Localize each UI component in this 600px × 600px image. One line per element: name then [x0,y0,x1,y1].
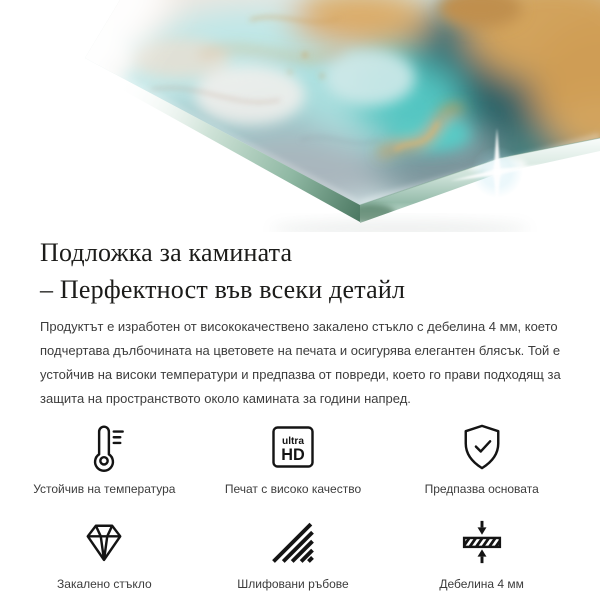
feature-tempered-glass [10,512,199,591]
feature-thickness [387,512,576,591]
feature-print-quality [199,417,388,496]
thickness-4mm-icon [456,512,508,568]
marble-print-surface [20,0,600,232]
page-title [40,234,600,308]
feature-polished-edges [199,512,388,591]
glass-panel-photo-illustration [0,0,600,232]
page-title-line2: – Перфектност във всеки детайл [40,275,406,304]
feature-grid [10,417,576,591]
product-description: Продуктът е изработен от висококачествено закалено стъкло с дебелина 4 мм, което подчертава дълбочината на цветовете на печата и осигурява елегантен блясък. Той е устойчив на високи температури и предпазва от повреди, което го прави подходящ за защита на пространството около камината за години напред. [40,319,561,406]
diamond-icon [78,512,130,568]
thermometer-icon [78,417,130,473]
glass-shadow [270,221,530,232]
feature-label: Дебелина 4 мм [439,577,524,591]
ultra-hd-badge-line1: ultra [281,435,304,447]
feature-label: Печат с високо качество [224,482,362,496]
feature-temperature [10,417,199,496]
ultra-hd-icon [267,417,319,473]
feature-protects-base [387,417,576,496]
polished-edges-icon [267,512,319,568]
ultra-hd-badge-line2: HD [281,446,305,464]
shield-check-icon [456,417,508,473]
feature-label: Закалено стъкло [57,577,152,591]
hero-product-image [0,0,600,232]
feature-label: Устойчив на температура [33,482,176,496]
feature-label: Шлифовани ръбове [237,577,349,591]
feature-label: Предпазва основата [424,482,539,496]
page-title-line1: Подложка за камината [40,238,293,267]
